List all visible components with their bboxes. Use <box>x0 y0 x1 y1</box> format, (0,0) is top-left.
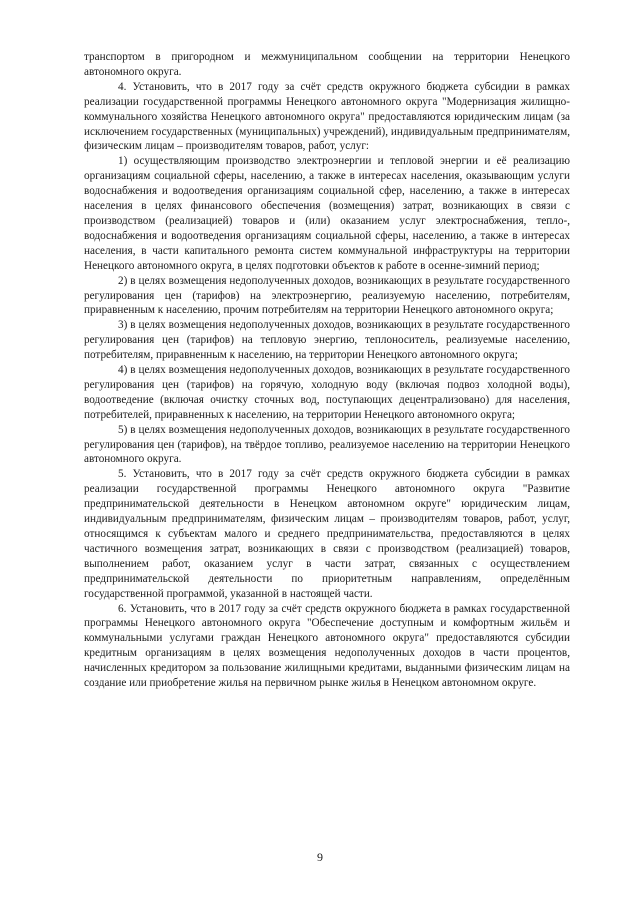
paragraph-subitem-3: 3) в целях возмещения недополученных доходов, возникающих в результате государственного регулирования цен (тарифов) на тепловую энергию, теплоноситель, реализуемые населению, потребителям, приравненным к населению, на территории Ненецкого автономного округа; <box>84 319 570 362</box>
paragraph-continuation: транспортом в пригородном и межмуниципальном сообщении на территории Ненецкого автономного округа. <box>84 51 570 78</box>
paragraph-subitem-5: 5) в целях возмещения недополученных доходов, возникающих в результате государственного регулирования цен (тарифов), на твёрдое топливо, реализуемое населению на территории Ненецкого автономного округа. <box>84 423 570 466</box>
paragraph-item-6: 6. Установить, что в 2017 году за счёт средств окружного бюджета в рамках государственной программы Ненецкого автономного округа "Обеспечение доступным и комфортным жильём и коммунальными услугами граждан Ненецкого автономного округа" предоставляются субсидии кредитным организациям в целях возмещения недополученных доходов в части процентов, начисленных кредитором за пользование жилищными кредитами, выданными физическим лицам на создание или приобретение жилья на первичном рынке жилья в Ненецком автономном округе. <box>84 602 570 690</box>
paragraph-subitem-1: 1) осуществляющим производство электроэнергии и тепловой энергии и её реализацию организациям социальной сферы, населению, а также в интересах населения, оказывающим услуги водоснабжения и водоотведения организациям социальной сфер, населению, а также в интересах населения в целях финансового обеспечения (возмещения) затрат, возникающих в связи с производством (реализацией) товаров и (или) оказанием услуг электроснабжения, тепло-, водоснабжения и водоотведения организациям социальной сферы, населению, а также в интересах населения, в части капитального ремонта систем коммунальной инфраструктуры на территории Ненецкого автономного округа, в целях подготовки объектов к работе в осенне-зимний период; <box>84 155 570 272</box>
document-body <box>84 50 570 691</box>
paragraph-item-5: 5. Установить, что в 2017 году за счёт средств окружного бюджета субсидии в рамках реализации государственной программы Ненецкого автономного округа "Развитие предпринимательской деятельности в Ненецком автономном округе" юридическим лицам, индивидуальным предпринимателям, физическим лицам – производителям товаров, работ, услуг, относящимся к субъектам малого и среднего предпринимательства, предоставляются в целях частичного возмещения затрат, возникающих в связи с производством (реализацией) товаров, выполнением работ, оказанием услуг в части затрат, связанных с осуществлением предпринимательской деятельности по приоритетным направлениям, определённым государственной программой, указанной в настоящей части. <box>84 468 570 600</box>
page-number: 9 <box>317 850 323 864</box>
paragraph-subitem-2: 2) в целях возмещения недополученных доходов, возникающих в результате государственного регулирования цен (тарифов) на электроэнергию, реализуемую населению, потребителям, приравненным к населению, прочим потребителям на территории Ненецкого автономного округа; <box>84 274 570 317</box>
paragraph-item-4: 4. Установить, что в 2017 году за счёт средств окружного бюджета субсидии в рамках реализации государственной программы Ненецкого автономного округа "Модернизация жилищно-коммунального хозяйства Ненецкого автономного округа" предоставляются юридическим лицам (за исключением государственных (муниципальных) учреждений), индивидуальным предпринимателям, физическим лицам – производителям товаров, работ, услуг: <box>84 80 570 153</box>
paragraph-subitem-4: 4) в целях возмещения недополученных доходов, возникающих в результате государственного регулирования цен (тарифов) на горячую, холодную воду (включая подвоз холодной воды), водоотведение (включая очистку сточных вод, поступающих децентрализовано) для населения, потребителей, приравненных к населению, на территории Ненецкого автономного округа; <box>84 364 570 421</box>
